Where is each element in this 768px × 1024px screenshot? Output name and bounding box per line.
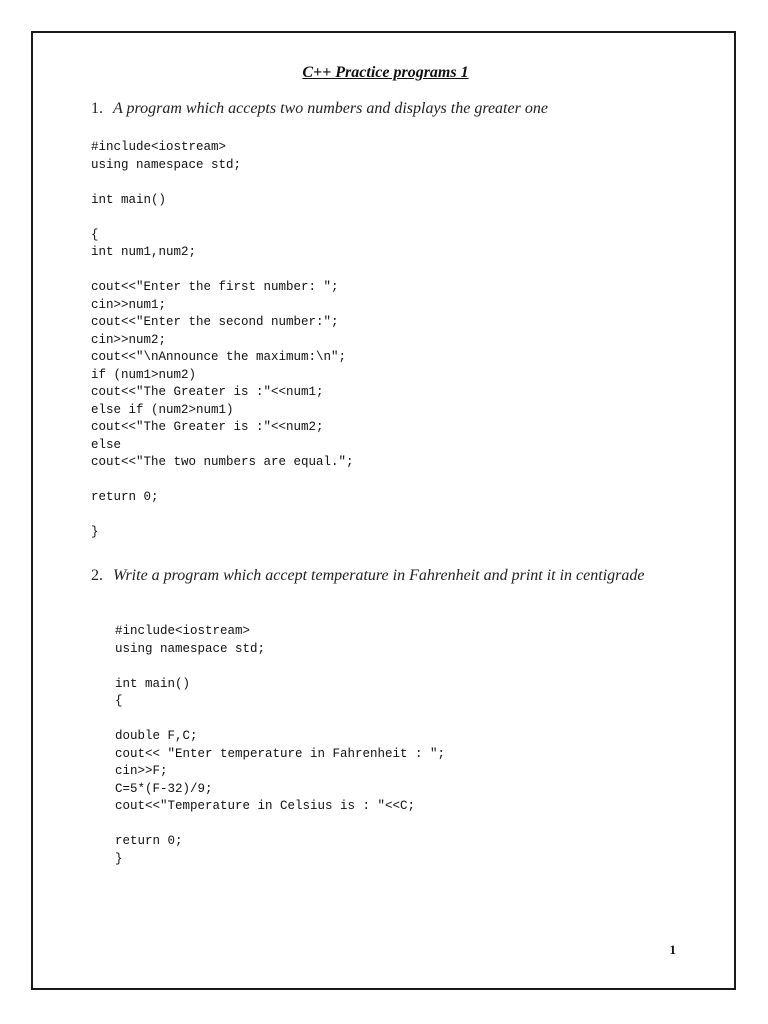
code-line bbox=[91, 262, 354, 280]
code-line bbox=[115, 816, 445, 834]
code-line: C=5*(F-32)/9; bbox=[115, 781, 213, 796]
code-line bbox=[91, 209, 354, 227]
document-title: C++ Practice programs 1 bbox=[302, 64, 469, 81]
document-page bbox=[31, 31, 736, 990]
code-line: return 0; bbox=[91, 490, 159, 504]
page-number: 1 bbox=[669, 942, 676, 957]
code-line: { bbox=[115, 694, 123, 708]
code-line: #include<iostream> bbox=[115, 624, 251, 638]
code-line: } bbox=[91, 525, 99, 539]
question-2 bbox=[91, 566, 691, 586]
code-line: cout<<"Temperature in Celsius is : "<<C; bbox=[115, 799, 416, 813]
code-line: #include<iostream> bbox=[91, 140, 227, 154]
question-1-text: A program which accepts two numbers and displays the greater one bbox=[113, 100, 548, 117]
question-2-text: Write a program which accept temperature in Fahrenheit and print it in centigrade bbox=[113, 567, 645, 584]
code-line: int main() bbox=[91, 192, 167, 207]
code-line: cout<<"The two numbers are equal."; bbox=[91, 455, 354, 469]
code-line: using namespace std; bbox=[91, 157, 242, 172]
code-line: else if (num2>num1) bbox=[91, 402, 234, 417]
code-line: int main() bbox=[115, 676, 191, 691]
code-block-2 bbox=[115, 623, 445, 868]
question-2-number: 2. bbox=[91, 567, 103, 584]
code-line: cout<<"The Greater is :"<<num2; bbox=[91, 420, 324, 434]
code-line bbox=[91, 507, 354, 525]
code-block-1 bbox=[91, 139, 354, 542]
code-line: { bbox=[91, 227, 99, 242]
code-line: else bbox=[91, 437, 122, 452]
code-line bbox=[115, 711, 445, 729]
code-line: return 0; bbox=[115, 834, 183, 848]
code-line: cin>>num2; bbox=[91, 332, 167, 347]
code-line: using namespace std; bbox=[115, 641, 266, 656]
code-line: cout<<"Enter the first number: "; bbox=[91, 280, 339, 294]
code-line: cout<<"Enter the second number:"; bbox=[91, 315, 339, 329]
code-line: int num1,num2; bbox=[91, 245, 197, 259]
code-line: cout<<"The Greater is :"<<num1; bbox=[91, 385, 324, 399]
code-line: cin>>num1; bbox=[91, 297, 167, 312]
code-line bbox=[91, 174, 354, 192]
code-line: double F,C; bbox=[115, 729, 198, 743]
code-line: cin>>F; bbox=[115, 764, 168, 778]
code-line: cout<<"\nAnnounce the maximum:\n"; bbox=[91, 350, 347, 364]
code-line bbox=[115, 658, 445, 676]
code-line: if (num1>num2) bbox=[91, 367, 197, 382]
code-line bbox=[91, 472, 354, 490]
code-line: } bbox=[115, 851, 123, 866]
question-1 bbox=[91, 99, 711, 119]
question-1-number: 1. bbox=[91, 100, 103, 117]
code-line: cout<< "Enter temperature in Fahrenheit : "; bbox=[115, 746, 446, 761]
